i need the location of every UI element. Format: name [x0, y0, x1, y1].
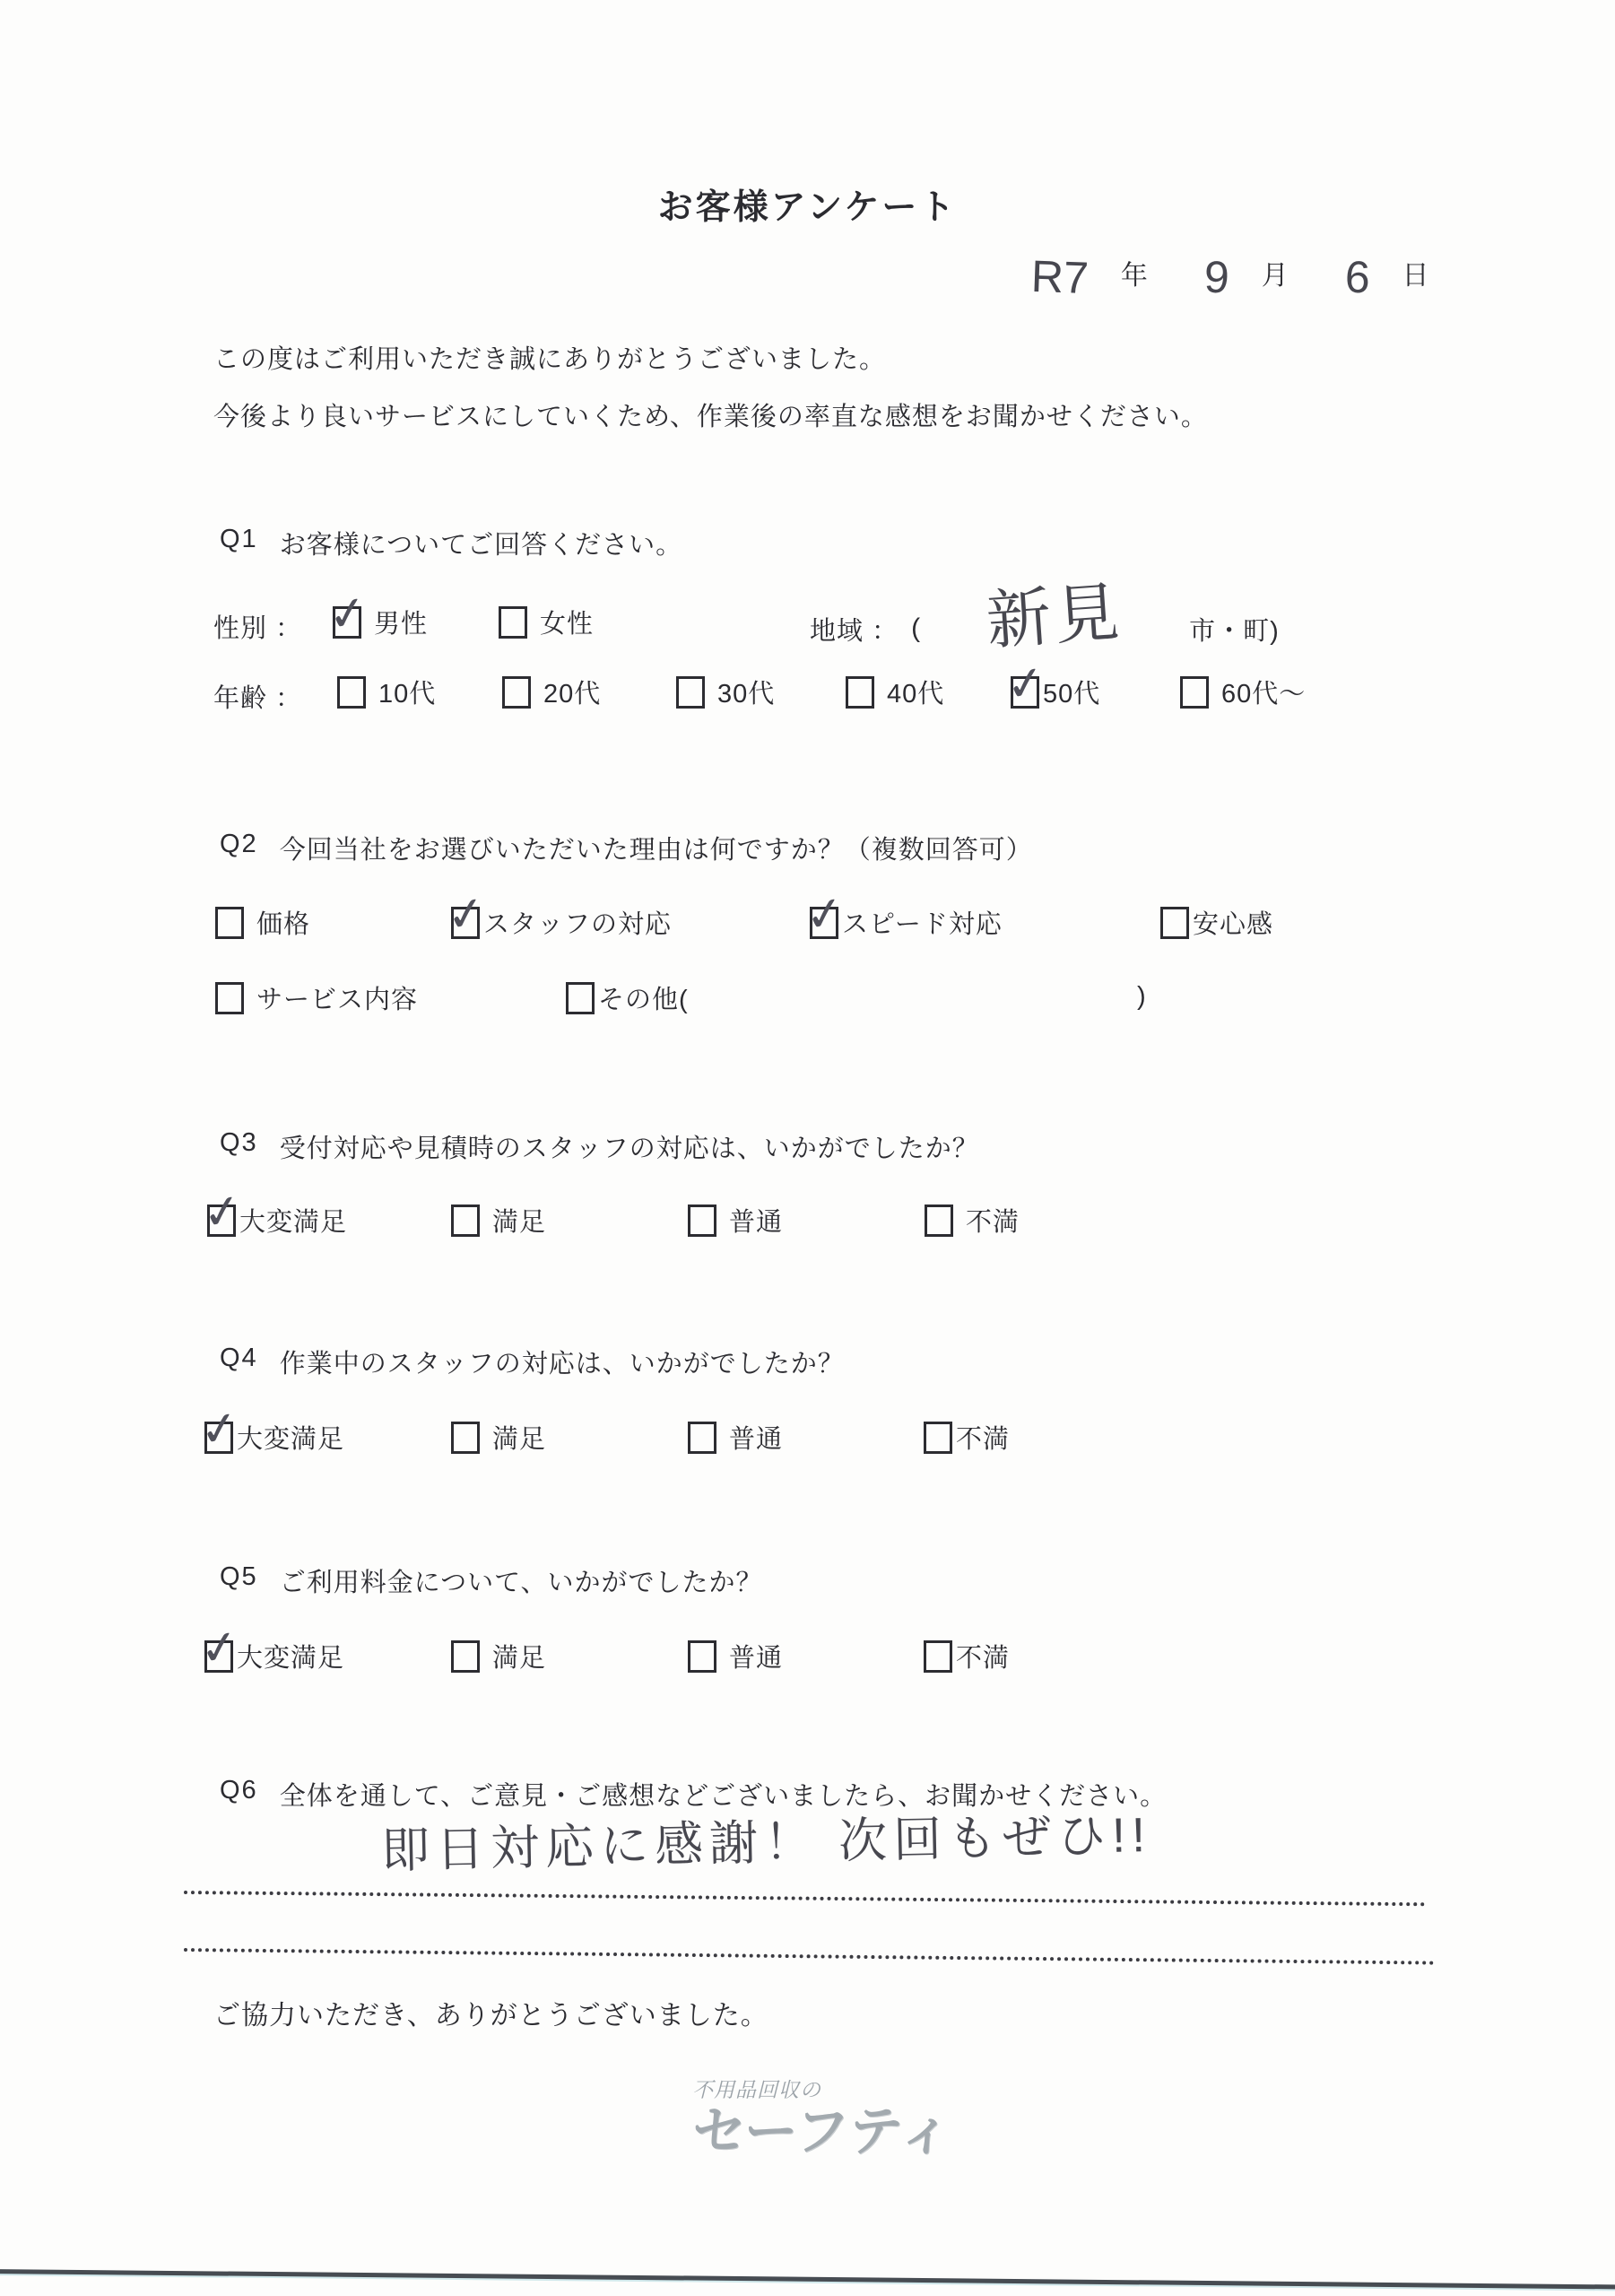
- checkbox[interactable]: [846, 676, 874, 709]
- checkbox-label: サービス内容: [256, 986, 419, 1014]
- checkbox-option-q3-very-satisfied[interactable]: [199, 1183, 348, 1241]
- q1-text: お客様についてご回答ください。: [279, 531, 683, 560]
- q6-number: Q6: [220, 1776, 258, 1805]
- checkbox-option-q5-satisfied[interactable]: [451, 1638, 546, 1674]
- date-day-unit: 日: [1402, 261, 1430, 291]
- check-mark-icon: ✓: [199, 1183, 247, 1241]
- date-year-handwritten: R7: [1030, 250, 1090, 304]
- date-month-unit: 月: [1261, 261, 1289, 291]
- checkbox-option-q4-very-satisfied[interactable]: [196, 1400, 345, 1458]
- logo-name: セーフティ: [690, 2101, 955, 2161]
- checkbox-label: 不満: [956, 1644, 1011, 1673]
- checkbox-option-other[interactable]: [566, 979, 689, 1016]
- checkbox-option-q5-dissatisfied[interactable]: [924, 1638, 1010, 1674]
- checkbox[interactable]: [451, 1422, 480, 1454]
- checkbox[interactable]: [443, 885, 491, 944]
- checkbox-label: スピード対応: [842, 910, 1003, 939]
- checkbox-label: 満足: [492, 1644, 547, 1673]
- checkbox-option-q5-very-satisfied[interactable]: [196, 1619, 345, 1677]
- checkbox[interactable]: [566, 982, 595, 1014]
- checkbox-option-age-30s[interactable]: [676, 674, 775, 710]
- check-mark-icon: ✓: [1003, 655, 1050, 713]
- check-mark-icon: ✓: [325, 585, 372, 643]
- checkbox-option-q3-satisfied[interactable]: [451, 1202, 546, 1239]
- checkbox[interactable]: [325, 585, 372, 643]
- checkbox[interactable]: [1180, 676, 1209, 709]
- checkbox-option-q4-dissatisfied[interactable]: [924, 1419, 1010, 1456]
- checkbox[interactable]: [337, 676, 366, 709]
- checkbox-label: 大変満足: [237, 1644, 345, 1673]
- checkbox[interactable]: [688, 1640, 716, 1673]
- checkbox-option-speed-response[interactable]: [802, 885, 1003, 944]
- q2-text: 今回当社をお選びいただいた理由は何ですか？（複数回答可）: [279, 836, 1033, 865]
- checkbox-label: 不満: [956, 1425, 1011, 1454]
- checkbox-label: 大変満足: [237, 1425, 345, 1454]
- checkbox[interactable]: [676, 676, 705, 709]
- checkbox[interactable]: [215, 907, 244, 939]
- checkbox-label: 普通: [729, 1425, 784, 1454]
- checkbox-label: 20代: [543, 680, 602, 709]
- q4-number: Q4: [220, 1344, 258, 1372]
- checkbox-label: 男性: [374, 610, 429, 639]
- checkbox[interactable]: [802, 885, 849, 944]
- checkbox[interactable]: [924, 1422, 952, 1454]
- region-suffix: 市・町): [1189, 616, 1280, 646]
- checkbox-option-female[interactable]: [499, 604, 594, 640]
- date-day-handwritten: 6: [1343, 251, 1371, 303]
- logo-tagline: 不用品回収の: [692, 2078, 821, 2101]
- checkbox[interactable]: [1003, 655, 1050, 713]
- comment-dotted-line-1: [184, 1891, 1426, 1906]
- q3-heading: [220, 1128, 979, 1165]
- checkbox[interactable]: [925, 1205, 953, 1237]
- q5-heading: [220, 1562, 763, 1599]
- checkbox-option-reassurance[interactable]: [1160, 904, 1273, 941]
- intro-line-1: この度はご利用いただき誠にありがとうございました。: [213, 345, 887, 374]
- region-field: [810, 576, 1280, 658]
- q1-number: Q1: [220, 525, 258, 553]
- q3-number: Q3: [220, 1128, 258, 1157]
- checkbox-label: 満足: [492, 1208, 547, 1237]
- checkbox-option-age-60s[interactable]: [1180, 674, 1306, 710]
- checkbox[interactable]: [502, 676, 531, 709]
- checkbox[interactable]: [215, 982, 244, 1014]
- q4-text: 作業中のスタッフの対応は、いかがでしたか？: [279, 1350, 845, 1378]
- checkbox-option-service-content[interactable]: [215, 979, 418, 1016]
- checkbox-label: 普通: [729, 1208, 784, 1237]
- q6-text: 全体を通して、ご意見・ご感想などございましたら、お聞かせください。: [279, 1782, 1168, 1811]
- region-open-paren: (: [911, 613, 921, 643]
- intro-line-2: 今後より良いサービスにしていくため、作業後の率直な感想をお聞かせください。: [213, 403, 1208, 431]
- q1-heading: [220, 525, 682, 561]
- checkbox[interactable]: [451, 1640, 480, 1673]
- checkbox-label: その他(: [598, 986, 689, 1014]
- check-mark-icon: ✓: [802, 885, 849, 944]
- checkbox-label: 普通: [729, 1644, 784, 1673]
- q3-text: 受付対応や見積時のスタッフの対応は、いかがでしたか？: [279, 1135, 979, 1163]
- checkbox-label: 大変満足: [239, 1208, 348, 1237]
- checkbox-label: 30代: [717, 680, 776, 709]
- checkbox[interactable]: [196, 1400, 244, 1458]
- check-mark-icon: ✓: [196, 1400, 244, 1458]
- checkbox-label: 10代: [378, 680, 437, 709]
- checkbox-option-staff-response[interactable]: [443, 885, 673, 944]
- region-handwritten-value: 新見: [984, 576, 1125, 658]
- comment-dotted-line-2: [184, 1948, 1435, 1965]
- checkbox-label: 60代～: [1221, 680, 1307, 709]
- other-close-paren: ): [1137, 982, 1147, 1011]
- checkbox-option-q4-satisfied[interactable]: [451, 1419, 546, 1456]
- scan-paper-edge: [0, 2269, 1615, 2290]
- checkbox-option-age-40s[interactable]: [846, 674, 944, 710]
- checkbox-option-q4-neutral[interactable]: [688, 1419, 783, 1456]
- gender-label: 性別 ：: [213, 614, 303, 643]
- check-mark-icon: ✓: [443, 885, 491, 944]
- checkbox-option-age-50s[interactable]: [1003, 655, 1101, 713]
- q5-text: ご利用料金について、いかがでしたか？: [279, 1569, 763, 1597]
- checkbox[interactable]: [924, 1640, 952, 1673]
- checkbox-label: 安心感: [1193, 910, 1274, 939]
- q6-handwritten-comment: 即日対応に感謝！ 次回もぜひ!!: [380, 1808, 1152, 1878]
- checkbox-label: 不満: [966, 1208, 1020, 1237]
- checkbox-label: 50代: [1043, 680, 1101, 709]
- region-label: 地域 ：: [810, 616, 899, 646]
- checkbox[interactable]: [199, 1183, 247, 1241]
- checkbox-option-q3-neutral[interactable]: [688, 1202, 783, 1239]
- q2-number: Q2: [220, 830, 258, 858]
- checkbox-option-q5-neutral[interactable]: [688, 1638, 783, 1674]
- date-month-handwritten: 9: [1203, 251, 1230, 303]
- company-logo: [690, 2074, 955, 2161]
- closing-message: ご協力いただき、ありがとうございました。: [213, 2001, 768, 2031]
- q4-heading: [220, 1344, 845, 1380]
- checkbox[interactable]: [499, 606, 527, 639]
- checkbox-option-age-10s[interactable]: [337, 674, 436, 710]
- checkbox-option-q3-dissatisfied[interactable]: [925, 1202, 1020, 1239]
- checkbox-label: 満足: [492, 1425, 547, 1454]
- checkbox-label: 女性: [540, 610, 595, 639]
- checkbox-option-male[interactable]: [325, 585, 429, 643]
- age-label: 年齢 ：: [213, 684, 303, 713]
- checkbox-option-price[interactable]: [215, 904, 310, 941]
- q2-heading: [220, 830, 1033, 866]
- checkbox[interactable]: [1160, 907, 1189, 939]
- date-year-unit: 年: [1120, 261, 1149, 291]
- checkbox-option-age-20s[interactable]: [502, 674, 601, 710]
- checkbox[interactable]: [451, 1205, 480, 1237]
- check-mark-icon: ✓: [196, 1619, 244, 1677]
- checkbox[interactable]: [688, 1205, 716, 1237]
- checkbox-label: 価格: [256, 910, 311, 939]
- checkbox-label: 40代: [887, 680, 945, 709]
- checkbox[interactable]: [196, 1619, 244, 1677]
- page-title: お客様アンケート: [657, 188, 958, 227]
- checkbox[interactable]: [688, 1422, 716, 1454]
- q5-number: Q5: [220, 1562, 258, 1591]
- date-line: [1030, 250, 1430, 304]
- checkbox-label: スタッフの対応: [483, 910, 673, 939]
